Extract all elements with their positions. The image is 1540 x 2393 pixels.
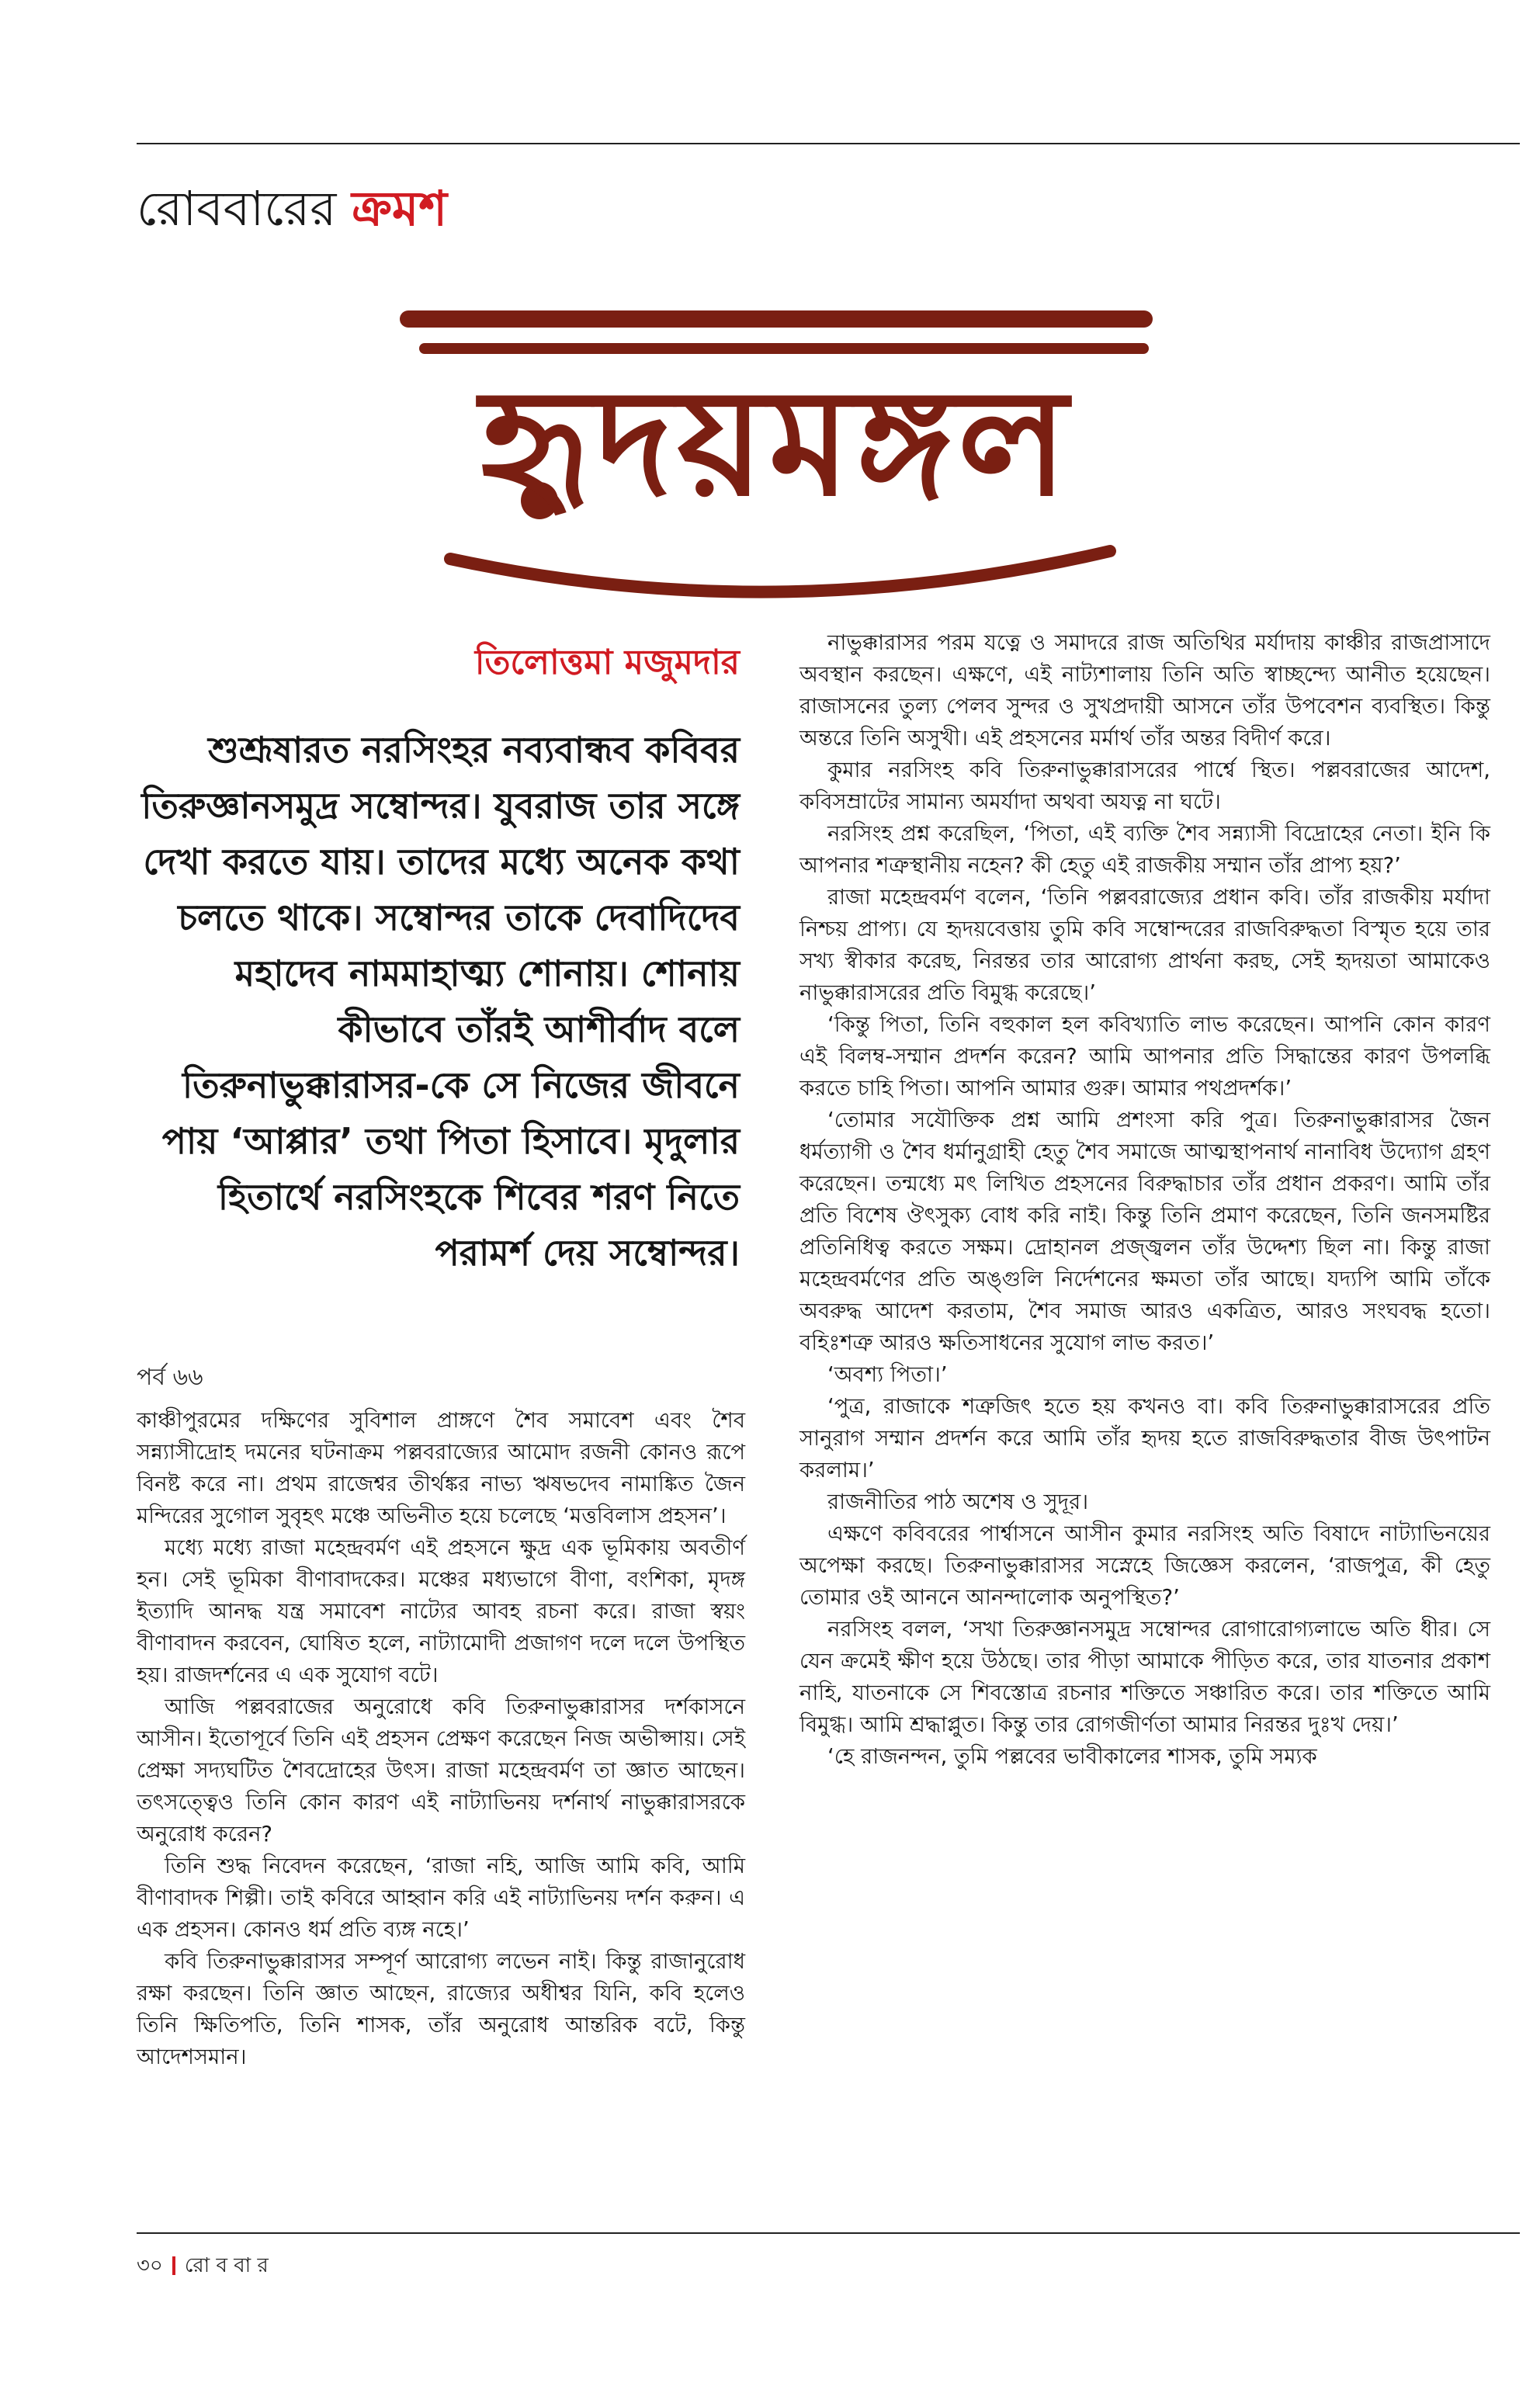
paragraph: রাজা মহেন্দ্রবর্মণ বলেন, ‘তিনি পল্লবরাজ্যের প্রধান কবি। তাঁর রাজকীয় মর্যাদা নিশ্চয় প্রাপ্য। যে হৃদয়বেত্তায় তুমি কবি সম্বোন্দরের রাজবিরুদ্ধতা বিস্মৃত হয়ে তার সখ্য স্বীকার করেছ, নিরন্তর তার আরোগ্য প্রার্থনা করছ, সেই হৃদয়তা আমাকেও নাভুক্কারাসরের প্রতি বিমুগ্ধ করেছে।’ [799, 885, 1490, 1005]
masthead-logo [388, 295, 1164, 605]
paragraph: কবি তিরুনাভুক্কারাসর সম্পূর্ণ আরোগ্য লভেন নাই। কিন্তু রাজানুরোধ রক্ষা করছেন। তিনি জ্ঞাত আছেন, রাজ্যের অধীশ্বর যিনি, কবি হলেও তিনি ক্ষিতিপতি, তিনি শাসক, তাঁর অনুরোধ আন্তরিক বটে, কিন্তু আদেশসমান। [137, 1949, 745, 2069]
paragraph: ‘কিন্তু পিতা, তিনি বহুকাল হল কবিখ্যাতি লাভ করেছেন। আপনি কোন কারণ এই বিলম্ব-সম্মান প্রদর্শন করেন? আমি আপনার প্রতি সিদ্ধান্তের কারণ উপলব্ধি করতে চাহি পিতা। আপনি আমার গুরু। আমার পথপ্রদর্শক।’ [799, 1012, 1490, 1101]
section-label [137, 180, 448, 237]
right-column [799, 627, 1490, 1773]
bottom-rule [137, 2232, 1520, 2234]
page-number: ৩০ [137, 2254, 163, 2277]
masthead-title: হৃদয়মঙ্গল [480, 355, 1073, 529]
paragraph: নরসিংহ প্রশ্ন করেছিল, ‘পিতা, এই ব্যক্তি শৈব সন্ন্যাসী বিদ্রোহের নেতা। ইনি কি আপনার শত্রুস্থানীয় নহেন? কী হেতু এই রাজকীয় সম্মান তাঁর প্রাপ্য হয়?’ [799, 821, 1490, 878]
author-name: তিলোত্তমা মজুমদার [474, 643, 740, 682]
paragraph: ‘হে রাজনন্দন, তুমি পল্লবের ভাবীকালের শাসক, তুমি সম্যক [827, 1744, 1317, 1769]
paragraph: নাভুক্কারাসর পরম যত্নে ও সমাদরে রাজ অতিথির মর্যাদায় কাঞ্চীর রাজপ্রাসাদে অবস্থান করছেন। এক্ষণে, এই নাট্যশালায় তিনি অতি স্বাচ্ছন্দ্যে আনীত হয়েছেন। রাজাসনের তুল্য পেলব সুন্দর ও সুখপ্রদায়ী আসনে তাঁর উপবেশন ব্যবস্থিত। কিন্তু অন্তরে তিনি অসুখী। এই প্রহসনের মর্মার্থ তাঁর অন্তর বিদীর্ণ করে। [799, 630, 1490, 751]
left-column [137, 1405, 745, 2073]
paragraph: তিনি শুদ্ধ নিবেদন করেছেন, ‘রাজা নহি, আজি আমি কবি, আমি বীণাবাদক শিল্পী। তাই কবিরে আহ্বান করি এই নাট্যাভিনয় দর্শন করুন। এ এক প্রহসন। কোনও ধর্ম প্রতি ব্যঙ্গ নহে।’ [137, 1854, 745, 1942]
paragraph: রাজনীতির পাঠ অশেষ ও সুদূর। [827, 1490, 1089, 1514]
paragraph: আজি পল্লবরাজের অনুরোধে কবি তিরুনাভুক্কারাসর দর্শকাসনে আসীন। ইতোপূর্বে তিনি এই প্রহসন প্রেক্ষণ করেছেন নিজ অভীপ্সায়। সেই প্রেক্ষা সদ্যঘটিত শৈবদ্রোহের উৎস। রাজা মহেন্দ্রবর্মণ তা জ্ঞাত আছেন। তৎসত্ত্বেও তিনি কোন কারণ এই নাট্যাভিনয় দর্শনার্থ নাভুক্কারাসরকে অনুরোধ করেন? [137, 1694, 745, 1847]
intro-synopsis: শুশ্রূষারত নরসিংহর নব্যবান্ধব কবিবর তিরুজ্ঞানসমুদ্র সম্বোন্দর। যুবরাজ তার সঙ্গে দেখা করতে যায়। তাদের মধ্যে অনেক কথা চলতে থাকে। সম্বোন্দর তাকে দেবাদিদেব মহাদেব নামমাহাত্ম্য শোনায়। শোনায় কীভাবে তাঁরই আশীর্বাদ বলে তিরুনাভুক্কারাসর-কে সে নিজের জীবনে পায় ‘আপ্পার’ তথা পিতা হিসাবে। মৃদুলার হিতার্থে নরসিংহকে শিবের শরণ নিতে পরামর্শ দেয় সম্বোন্দর। [141, 729, 740, 1274]
paragraph: এক্ষণে কবিবরের পার্শ্বাসনে আসীন কুমার নরসিংহ অতি বিষাদে নাট্যাভিনয়ের অপেক্ষা করছে। তিরুনাভুক্কারাসর সস্নেহে জিজ্ঞেস করলেন, ‘রাজপুত্র, কী হেতু তোমার ওই আননে আনন্দালোক অনুপস্থিত?’ [799, 1521, 1490, 1610]
paragraph: মধ্যে মধ্যে রাজা মহেন্দ্রবর্মণ এই প্রহসনে ক্ষুদ্র এক ভূমিকায় অবতীর্ণ হন। সেই ভূমিকা বীণাবাদকের। মঞ্চের মধ্যভাগে বীণা, বংশিকা, মৃদঙ্গ ইত্যাদি আনদ্ধ যন্ত্র সমাবেশ নাট্যের আবহ রচনা করে। রাজা স্বয়ং বীণাবাদন করবেন, ঘোষিত হলে, নাট্যামোদী প্রজাগণ দলে দলে উপস্থিত হয়। রাজদর্শনের এ এক সুযোগ বটে। [137, 1535, 745, 1687]
publication-name: রো ব বা র [184, 2254, 269, 2277]
paragraph: ‘অবশ্য পিতা।’ [827, 1362, 948, 1387]
paragraph: ‘পুত্র, রাজাকে শত্রুজিৎ হতে হয় কখনও বা। কবি তিরুনাভুক্কারাসরের প্রতি সানুরাগ সম্মান প্রদর্শন করে আমি তাঁর হৃদয় হতে রাজবিরুদ্ধতার বীজ উৎপাটন করলাম।’ [799, 1394, 1490, 1483]
section-label-prefix: রোববারের [137, 180, 337, 237]
paragraph: কাঞ্চীপুরমের দক্ষিণের সুবিশাল প্রাঙ্গণে শৈব সমাবেশ এবং শৈব সন্ন্যাসীদ্রোহ দমনের ঘটনাক্রম পল্লবরাজ্যের আমোদ রজনী কোনও রূপে বিনষ্ট করে না। প্রথম রাজেশ্বর তীর্থঙ্কর নাভ্য ঋষভদেব নামাঙ্কিত জৈন মন্দিরের সুগোল সুবৃহৎ মঞ্চে অভিনীত হয়ে চলেছে ‘মত্তবিলাস প্রহসন’। [137, 1408, 745, 1528]
top-rule [137, 143, 1520, 144]
episode-label: পর্ব ৬৬ [137, 1364, 203, 1391]
footer-divider [172, 2256, 175, 2275]
paragraph: কুমার নরসিংহ কবি তিরুনাভুক্কারাসরের পার্শ্বে স্থিত। পল্লবরাজের আদেশ, কবিসম্রাটের সামান্য অমর্যাদা অথবা অযত্ন না ঘটে। [799, 758, 1490, 814]
paragraph: ‘তোমার সযৌক্তিক প্রশ্ন আমি প্রশংসা করি পুত্র। তিরুনাভুক্কারাসর জৈন ধর্মত্যাগী ও শৈব ধর্মানুগ্রাহী হেতু শৈব সমাজে আত্মস্থাপনার্থ নানাবিধ উদ্যোগ গ্রহণ করেছেন। তন্মধ্যে মৎ লিখিত প্রহসনের বিরুদ্ধাচার তাঁর প্রধান প্রকরণ। আমি তাঁর প্রতি বিশেষ ঔৎসুক্য বোধ করি নাই। কিন্তু তিনি প্রমাণ করেছেন, তিনি জনসমষ্টির প্রতিনিধিত্ব করতে সক্ষম। দ্রোহানল প্রজ্জ্বলন তাঁর উদ্দেশ্য ছিল না। কিন্তু রাজা মহেন্দ্রবর্মণের প্রতি অঙ্গুলি নির্দেশনের ক্ষমতা তাঁর আছে। যদ্যপি আমি তাঁকে অবরুদ্ধ আদেশ করতাম, শৈব সমাজ আরও একত্রিত, আরও সংঘবদ্ধ হতো। বহিঃশত্রু আরও ক্ষতিসাধনের সুযোগ লাভ করত।’ [799, 1108, 1490, 1355]
section-label-accent: ক্রমশ [352, 180, 448, 237]
page-footer [137, 2249, 269, 2284]
paragraph: নরসিংহ বলল, ‘সখা তিরুজ্ঞানসমুদ্র সম্বোন্দর রোগারোগ্যলাভে অতি ধীর। সে যেন ক্রমেই ক্ষীণ হয়ে উঠছে। তার পীড়া আমাকে পীড়িত করে, তার যাতনার প্রকাশ নাহি, যাতনাকে সে শিবস্তোত্র রচনার শক্তিতে সঞ্চারিত করে। তার শক্তিতে আমি বিমুগ্ধ। আমি শ্রদ্ধাপ্লুত। কিন্তু তার রোগজীর্ণতা আমার নিরন্তর দুঃখ দেয়।’ [799, 1617, 1490, 1737]
